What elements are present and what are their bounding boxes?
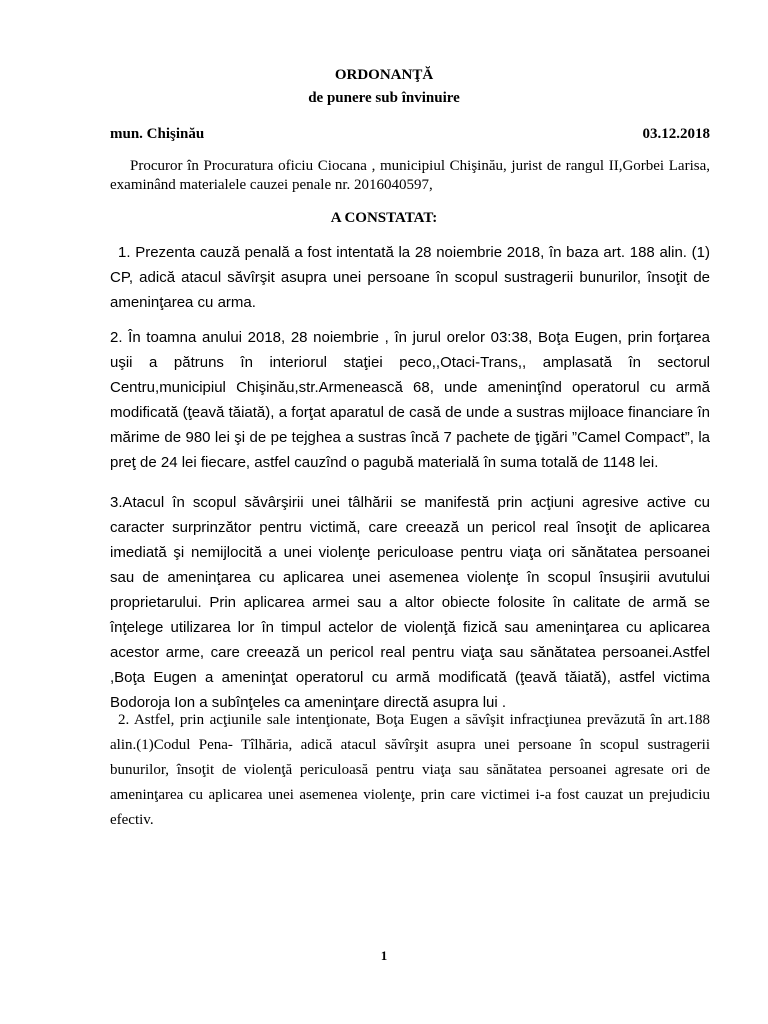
section-heading: A CONSTATAT:: [330, 210, 438, 226]
paragraph-4: 2. Astfel, prin acţiunile sale intenţionate, Boţa Eugen a săvîşit infracţiunea prevăzută în art.188 alin.(1)Codul Pena- Tîlhăria, adică atacul săvîrşit asupra unei persoane în scopul sustragerii bunurilor, însoţit de violenţă periculoasă pentru viaţa sau sănătatea persoanei agresate ori de ameninţarea cu aplicarea unei asemenea violenţe, prin care victimei i-a fost cauzat un prejudiciu efectiv.: [110, 712, 710, 828]
paragraph-3: 3.Atacul în scopul săvârşirii unei tâlhării se manifestă prin acţiuni agresive active cu caracter surprinzător pentru victimă, care creează un pericol real însoţit de aplicarea imediată şi nemijlocită a unei violenţe periculoase pentru viaţa ori sănătatea persoanei sau de ameninţarea cu aplicarea unei asemenea violenţe în scopul însuşirii avutului proprietarului. Prin aplicarea armei sau a altor obiecte folosite în calitate de armă se înţelege utilizarea lor în timpul actelor de violenţă fizică sau ameninţarea cu aplicarea acestor arme, care creează un pericol real pentru viaţa sau sănătatea persoanei.Astfel ,Boţa Eugen a ameninţat operatorul cu armă modificată (ţeavă tăiată), astfel victima Bodoroja Ion a subînţeles ca ameninţare directă asupra lui .: [110, 494, 710, 711]
document-title: ORDONANŢĂ: [334, 67, 434, 83]
intro-paragraph: Procuror în Procuratura oficiu Ciocana , municipiul Chişinău, jurist de rangul II,Gorbei Larisa, examinând materialele cauzei penale nr. 2016040597,: [110, 158, 710, 193]
document-date: 03.12.2018: [642, 126, 710, 142]
location: mun. Chişinău: [110, 126, 205, 142]
paragraph-1: 1. Prezenta cauză penală a fost intentată la 28 noiembrie 2018, în baza art. 188 alin. (1) CP, adică atacul săvîrşit asupra unei persoane în scopul sustragerii bunurilor, însoţit de ameninţarea cu arma.: [110, 244, 710, 311]
page-number: 1: [380, 948, 388, 963]
document-subtitle: de punere sub învinuire: [308, 90, 460, 106]
paragraph-2: 2. În toamna anului 2018, 28 noiembrie , în jurul orelor 03:38, Boţa Eugen, prin forţarea uşii a pătruns în interiorul staţiei peco,,Otaci-Trans,, amplasată în sectorul Centru,municipiul Chişinău,str.Armenească 68, unde ameninţînd operatorul cu armă modificată (ţeavă tăiată), a forţat aparatul de casă de unde a sustras mijloace financiare în mărime de 980 lei şi de pe tejghea a sustras încă 7 pachete de ţigări ”Camel Compact”, la preţ de 24 lei fiecare, astfel cauzînd o pagubă materială în suma totală de 1148 lei.: [110, 329, 710, 471]
